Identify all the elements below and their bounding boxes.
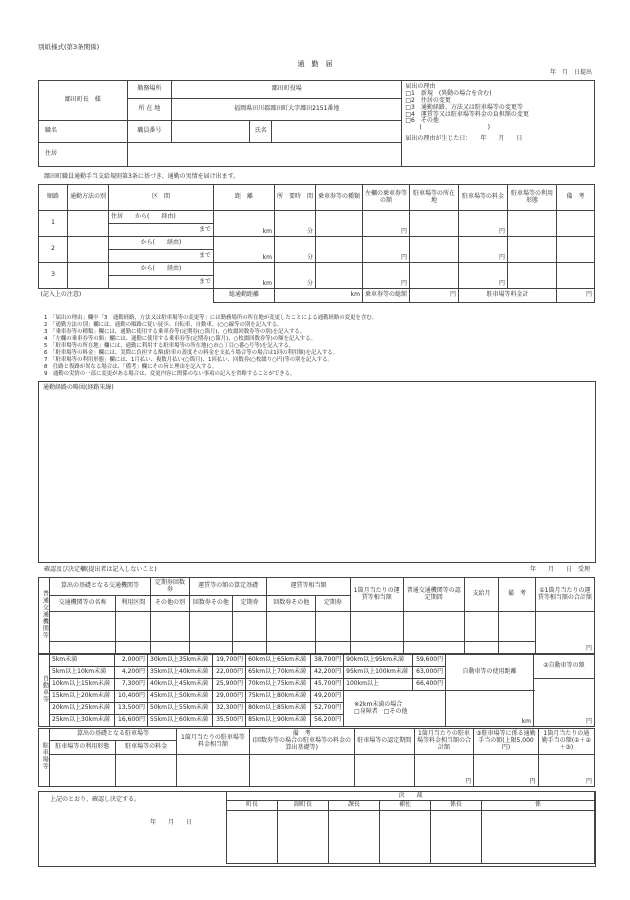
reason-date: 届出の理由が生じた日： 年 月 日 — [405, 135, 523, 143]
rate-range: 60km以上65km未満 — [246, 655, 311, 667]
distance-unit[interactable]: km — [214, 237, 275, 263]
time-unit[interactable]: 分 — [275, 211, 316, 237]
col-header: 駐車場等の料金 — [459, 185, 508, 211]
parking-field[interactable] — [49, 755, 115, 787]
col-header: 距 離 — [214, 185, 275, 211]
notes-label: (記入上の注意) — [39, 289, 214, 303]
car-amount-label: ②自動車等の額 — [534, 655, 595, 679]
sub-header: 利用区間 — [116, 596, 151, 612]
reason-box — [402, 81, 595, 167]
approval-role: 係 — [482, 801, 595, 811]
confirm-header: 確認及び決定欄(提出者は記入しないこと) — [44, 566, 157, 573]
decision-date: 年 月 日 — [150, 819, 193, 826]
rate-range: 30km以上35km未満 — [148, 655, 213, 667]
rate-amount: 52,700円 — [311, 703, 344, 715]
car-amount-unit[interactable]: 円 — [534, 679, 595, 727]
commuter-label: 定期券回数券 — [151, 578, 190, 596]
rate-amount: 32,300円 — [213, 703, 246, 715]
declaration: 鄙田町職員通勤手当支給規則第3条に基づき、通勤の実情を届け出ます。 — [44, 173, 240, 180]
approval-role: 副町長 — [278, 801, 329, 811]
parking-period-label: 駐車場等の認定期間 — [354, 729, 414, 755]
parking-name-label: 駐車場等の利用形態 — [49, 741, 115, 755]
parking-side-label: 駐車場等 — [41, 742, 49, 771]
parking-note-label: 備 考 (回数券等の場合の駐車場等の料金の算出基礎等) — [249, 729, 354, 755]
route-no: 2 — [39, 237, 68, 263]
route-map-box[interactable] — [38, 381, 596, 563]
rate-amount: 45,700円 — [311, 679, 344, 691]
parking-fee-label: 駐車場等の料金 — [115, 741, 176, 755]
car-rate-table — [38, 654, 595, 727]
route-table — [38, 184, 595, 303]
time-unit[interactable]: 分 — [275, 263, 316, 289]
rate-range: 10km以上15km未満 — [50, 679, 115, 691]
rate-range: 45km以上50km未満 — [148, 691, 213, 703]
rate-amount: 4,200円 — [115, 667, 148, 679]
remarks-label: 備 考 — [499, 578, 535, 612]
rate-range: 25km以上30km未満 — [50, 715, 115, 727]
rate-amount: 22,000円 — [213, 667, 246, 679]
total-distance-label: 総通勤距離 — [214, 289, 275, 303]
col-header: 所 要時 間 — [275, 185, 316, 211]
note-line: 9 通勤の実情の一部に変更がある場合は、変更内容に関係のない事項の記入を省略することができる。 — [44, 371, 296, 377]
rate-range: 80km以上85km未満 — [246, 703, 311, 715]
form-label: 別紙様式(第3条関係) — [38, 43, 100, 51]
parking-basis-label: 算出の基礎となる駐車場等 — [49, 729, 177, 741]
basis-field[interactable] — [316, 612, 351, 642]
parking-field[interactable] — [354, 755, 414, 787]
sub-header: 回数券その他 — [267, 596, 316, 612]
rate-range: 95km以上100km未満 — [344, 667, 413, 679]
parking-max-label: ③駐車場等に係る通勤手当の額(上限5,000円) — [474, 729, 538, 755]
route-no: 3 — [39, 263, 68, 289]
basis-field[interactable] — [189, 612, 232, 642]
seal-field[interactable] — [380, 811, 431, 864]
remarks-field[interactable] — [557, 211, 595, 237]
car-side-label: 自動車等 — [41, 675, 49, 704]
name-label: 氏名 — [250, 121, 272, 143]
sub-header: 定期券 — [316, 596, 351, 612]
rate-amount: 42,200円 — [311, 667, 344, 679]
rate-amount: 13,500円 — [115, 703, 148, 715]
rate-range: 35km以上40km未満 — [148, 667, 213, 679]
total-distance-unit[interactable]: km — [275, 289, 363, 303]
sub-header: 定期券 — [232, 596, 267, 612]
basis-field[interactable] — [116, 612, 151, 642]
rate-range: 5km未満 — [50, 655, 115, 667]
sub-header: その他の別 — [151, 596, 190, 612]
distance-unit[interactable]: km — [214, 263, 275, 289]
parking-field[interactable] — [177, 755, 249, 787]
rate-range: 100km以上 — [344, 679, 413, 691]
payment-month-label: 支給月 — [464, 578, 499, 612]
rate-range: 5km以上10km未満 — [50, 667, 115, 679]
col-header: 区 間 — [109, 185, 214, 211]
reason-item[interactable]: □1 新規 (異動の場合を含む) — [405, 89, 492, 97]
rate-amount: 7,300円 — [115, 679, 148, 691]
parking-fee-unit[interactable]: 円 — [459, 237, 508, 263]
ticket-type-field[interactable] — [316, 263, 363, 289]
workplace-label: 勤務場所 — [127, 81, 172, 99]
total-ticket-label: 乗車券等の総額 — [363, 289, 410, 303]
basis-label: 算出の基礎となる交通機関等 — [49, 578, 150, 596]
parking-field[interactable] — [249, 755, 354, 787]
col-header: 順路 — [39, 185, 68, 211]
monthly-label: 1箇月当たりの運賃等相当額 — [350, 578, 403, 612]
parking-total-label: 1箇月当たりの駐車場等料金相当額の合計額 — [414, 729, 474, 755]
reason-paren: ( ) — [419, 124, 491, 132]
rate-range: 15km以上20km未満 — [50, 691, 115, 703]
parking-total-unit[interactable]: 円 — [414, 755, 474, 787]
parking-field[interactable] — [115, 755, 176, 787]
rate-range: 90km以上95km未満 — [344, 655, 413, 667]
total1-label: ①1箇月当たりの運賃等相当額の合計額 — [535, 578, 594, 612]
approval-label: 普通交通機関等の認定期間 — [403, 578, 464, 612]
public-transport-table — [38, 577, 595, 654]
route-no: 1 — [39, 211, 68, 237]
ticket-amount-unit[interactable]: 円 — [363, 237, 410, 263]
total1-unit[interactable]: 円 — [535, 612, 594, 654]
note-line: 6 「駐車場等の料金」欄には、実際に負担する額(駐車の蓋度その料金を支払う場合等の場合は1回の利用額)を記入する。 — [44, 350, 339, 356]
reason-item[interactable]: □3 通勤経路、方法又は駐車場等の変更等 — [405, 103, 523, 111]
approval-table — [226, 791, 595, 864]
method-field[interactable] — [68, 237, 109, 263]
workplace-value: 鄙田町役場 — [172, 81, 402, 99]
header-table — [38, 80, 595, 167]
rate-range: 20km以上25km未満 — [50, 703, 115, 715]
ticket-type-field[interactable] — [316, 211, 363, 237]
rate-amount: 59,600円 — [413, 655, 446, 667]
basis-field[interactable] — [464, 612, 499, 642]
route-to[interactable]: まで — [109, 250, 214, 263]
route-from[interactable]: から( 経由) — [109, 237, 214, 250]
route-to[interactable]: まで — [109, 276, 214, 289]
parking-use-field[interactable] — [508, 263, 557, 289]
col-header: 駐車場等の利用形態 — [508, 185, 557, 211]
parking-table — [38, 728, 595, 787]
name-field[interactable] — [272, 121, 402, 143]
route-from[interactable]: 住居 から( 経由) — [109, 211, 214, 224]
approval-role: 課長 — [329, 801, 380, 811]
rate-amount: 63,000円 — [413, 667, 446, 679]
basis-field[interactable] — [350, 612, 403, 642]
rate-amount: 16,600円 — [115, 715, 148, 727]
parking-fee-unit[interactable]: 円 — [459, 211, 508, 237]
employee-no-field[interactable] — [172, 121, 250, 143]
col-header: 備 考 — [557, 185, 595, 211]
grand-total-unit[interactable]: 円 — [538, 755, 594, 787]
route-from[interactable]: から( 経由) — [109, 263, 214, 276]
note-line: 4 「左欄の乗車券等の額」欄には、通勤に使用する乗車券等(定期券(○箇月)、○枚綴回数券等)の額を記入する。 — [44, 336, 316, 342]
reason-item[interactable]: □4 運賃等又は駐車場等料金の負担額の変更 — [405, 110, 529, 118]
rate-range: 50km以上55km未満 — [148, 703, 213, 715]
approval-role: 補佐 — [380, 801, 431, 811]
reason-item[interactable]: □2 住居の変更 — [405, 96, 451, 104]
employee-no-label: 職員番号 — [127, 121, 172, 143]
rate-range: 75km以上80km未満 — [246, 691, 311, 703]
reason-item[interactable]: □6 その他 — [405, 117, 439, 125]
rate-amount: 2,000円 — [115, 655, 148, 667]
grand-total-label: 1箇月当たりの通勤手当の額(①＋②＋③) — [538, 729, 594, 755]
seal-field[interactable] — [482, 811, 595, 864]
parking-address-field[interactable] — [410, 263, 459, 289]
total-ticket-unit[interactable]: 円 — [410, 289, 459, 303]
parking-fee-unit[interactable]: 円 — [459, 263, 508, 289]
fare-amount-label: 運賃等相当額 — [267, 578, 350, 596]
note-line: 8 住路と復路が異なる場合は、「備考」欄にその旨と理由を記入する。 — [44, 364, 218, 370]
note-line: 5 「駐車場等の所在地」欄には、通勤に利用する駐車場等の所在地(○市○丁目○番○号等)を記入する。 — [44, 343, 295, 349]
seal-field[interactable] — [431, 811, 482, 864]
note-line: 1 「届出の理由」欄中「3 通勤経路、方法又は駐車場等の変更等」には勤務場所の所在地が変更したことによる通勤経路の変更を含む。 — [44, 315, 377, 321]
rate-amount: 56,200円 — [311, 715, 344, 727]
decision-confirm-text: 上記のとおり、確認し決定する。 — [50, 796, 141, 803]
method-field[interactable] — [68, 263, 109, 289]
route-map-label: 通勤経路の略図(経路朱線) — [43, 384, 114, 391]
approval-label: 決 裁 — [227, 792, 595, 801]
basis-field[interactable] — [232, 612, 267, 642]
under-2km-note: ※2km未満の場合 — [354, 700, 403, 708]
col-header: 通勤方法の別 — [68, 185, 109, 211]
basis-field[interactable] — [267, 612, 316, 642]
rate-range: 65km以上70km未満 — [246, 667, 311, 679]
public-side-label: 普通交通機関等 — [41, 589, 49, 639]
ticket-amount-unit[interactable]: 円 — [363, 211, 410, 237]
basis-field[interactable] — [151, 612, 190, 642]
sub-header: 回数券その他 — [189, 596, 232, 612]
seal-field[interactable] — [329, 811, 380, 864]
car-distance-unit[interactable]: km — [446, 691, 534, 727]
car-distance-label: 自動車等の使用距離 — [446, 655, 534, 691]
col-header: 左欄の乗車券等の額 — [363, 185, 410, 211]
rate-range: 70km以上75km未満 — [246, 679, 311, 691]
rate-range: 85km以上90km未満 — [246, 715, 311, 727]
page-title: 通 勤 届 — [297, 60, 333, 68]
time-unit[interactable]: 分 — [275, 237, 316, 263]
position-label: 職名 — [39, 121, 128, 143]
method-field[interactable] — [68, 211, 109, 237]
residence-label: 住居 — [39, 143, 128, 167]
basis-field[interactable] — [499, 612, 535, 642]
route-to[interactable]: まで — [109, 224, 214, 237]
remarks-field[interactable] — [557, 263, 595, 289]
col-header: 乗車券等の種類 — [316, 185, 363, 211]
parking-address-field[interactable] — [410, 211, 459, 237]
note-line: 3 「乗車券等の種類」欄には、通勤に使用する乗車券等(定期券(○箇月)、○枚綴回数券等の別)を記入する。 — [44, 329, 306, 335]
reason-header: 届出の理由 — [405, 83, 436, 90]
ticket-amount-unit[interactable]: 円 — [363, 263, 410, 289]
rate-range: 40km以上45km未満 — [148, 679, 213, 691]
note-line: 2 「通勤方法の別」欄には、通勤の順路に従い徒歩、自転車、自動車、(○○線等の別を記入する。 — [44, 322, 283, 328]
note-line: 7 「駐車場等の利用形態」欄には、1月払い、複数月払い(○箇月)、1回払い、回数券(○枚綴り○円)等の別を記入する。 — [44, 357, 333, 363]
seal-field[interactable] — [278, 811, 329, 864]
distance-unit[interactable]: km — [214, 211, 275, 237]
basis-field[interactable] — [403, 612, 464, 642]
approval-role: 係長 — [431, 801, 482, 811]
rate-amount: 35,500円 — [213, 715, 246, 727]
rate-amount: 10,400円 — [115, 691, 148, 703]
parking-use-field[interactable] — [508, 211, 557, 237]
disability-check[interactable]: □身障者 □その他 — [354, 707, 408, 715]
seal-field[interactable] — [227, 811, 278, 864]
address-value: 福岡県田川郡鄙田町大字鄙田2151番地 — [172, 99, 402, 121]
rate-amount: 29,000円 — [213, 691, 246, 703]
recipient: 鄙田町長 様 — [39, 81, 128, 121]
address-label: 所 在 地 — [127, 99, 172, 121]
fare-calc-label: 運賃等の額の算定基礎 — [189, 578, 266, 596]
rate-range: 55km以上60km未満 — [148, 715, 213, 727]
basis-field[interactable] — [49, 612, 115, 642]
rate-amount: 19,700円 — [213, 655, 246, 667]
approval-role: 町長 — [227, 801, 278, 811]
col-header: 駐車場等の所在地 — [410, 185, 459, 211]
remarks-field[interactable] — [557, 237, 595, 263]
parking-max-unit[interactable]: 円 — [474, 755, 538, 787]
parking-monthly-label: 1箇月当たりの駐車場等料金相当額 — [177, 729, 249, 755]
ticket-type-field[interactable] — [316, 237, 363, 263]
rate-amount: 66,400円 — [413, 679, 446, 691]
date-submitted: 年 月 日提出 — [549, 69, 592, 76]
rate-amount: 25,900円 — [213, 679, 246, 691]
rate-amount: 49,200円 — [311, 691, 344, 703]
total-parking-unit[interactable]: 円 — [557, 289, 595, 303]
confirm-date: 年 月 日 受理 — [529, 566, 590, 573]
parking-use-field[interactable] — [508, 237, 557, 263]
total-parking-label: 駐車場等料金計 — [459, 289, 557, 303]
rate-amount: 38,700円 — [311, 655, 344, 667]
parking-address-field[interactable] — [410, 237, 459, 263]
sub-header: 交通機関等の名称 — [49, 596, 115, 612]
residence-field[interactable] — [127, 143, 402, 167]
